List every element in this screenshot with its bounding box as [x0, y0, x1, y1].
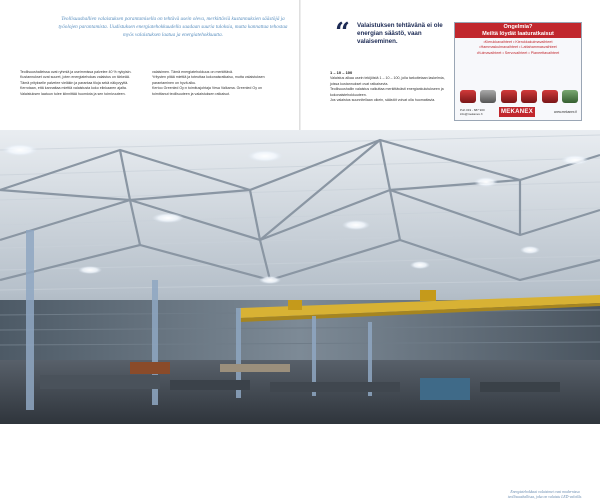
paragraph: valaisimen. Tämä energiatehokkuus on merkittävä. — [152, 70, 234, 74]
gear-motor-icon — [542, 90, 558, 103]
page-fold — [299, 0, 301, 130]
factory-hall-illustration — [0, 130, 600, 424]
ad-website-link[interactable]: www.mekanex.fi — [553, 110, 577, 114]
mekanex-logo: MEKANEX — [500, 109, 534, 115]
ad-contact: Puh 019 - 687 900 info@mekanex.fi — [460, 108, 485, 116]
paragraph: Kustannukset ovat suuret, joten energiatehokas valaistus on tärkeää. — [20, 75, 130, 80]
intro-text: Teollisuushallien valaistuksen parantamisella on tehtävä usein oleva, merkittäviä kustannuksien säästöjä ja työolojen parantamista. Uudistuksen energiatehokkuudella saadaan suuria tuloksia, mutta kannattaa tehostaa myös valaistuksen laatua ja energiatehokkuutta. — [58, 16, 288, 39]
mekanex-advertisement[interactable] — [454, 22, 582, 121]
paragraph: Kertoo Greenled Oy:n toimitusjohtaja Vesa Valkama. Greenled Oy on toimittanut teollisuuteen ja valaistuksen ratkaisut. — [152, 86, 262, 96]
gear-motor-images — [460, 85, 578, 103]
quote-mark-icon: “ — [335, 18, 350, 48]
gear-motor-icon — [460, 90, 476, 103]
ad-product-item: • Kulmavaihteet • Servovaihteet • Planeettavaihteet — [459, 51, 577, 56]
gear-motor-icon — [501, 90, 517, 103]
section-heading: 1 – 10 – 100 — [330, 70, 353, 75]
paragraph: Teollisuushallin valaistus vaikuttaa merkittävästi energiankulutukseen ja kokonaistehokkuuteen. — [330, 87, 444, 97]
ad-product-item: • Hammaskulmavaihteet • Lattahammasvaihteet — [459, 45, 577, 50]
paragraph: Jos valaistus suunnitellaan oikein, säästöt voivat olla huomattavia. — [330, 98, 436, 103]
ad-product-list — [455, 40, 581, 56]
gear-motor-icon — [521, 90, 537, 103]
ad-product-item: • Kierukkavaihteet • Kierukkakulmavaihteet — [459, 40, 577, 45]
gear-motor-icon — [480, 90, 496, 103]
paragraph: Tämä yritykselle palvelee vieläkin ja parantaa tiloja sekä näkyvyyttä. — [20, 80, 129, 85]
paragraph: Yritysten pitää miettiä ja toteuttaa kokonaisratkaisu, mutta valaistuksen parantaminen on hyvä alku. — [152, 75, 265, 85]
paragraph: Kerrotaan, että kannattaa miettiä valaistusta koko elinkaaren ajalta. — [20, 86, 127, 91]
article-column-3 — [330, 70, 450, 103]
ad-header — [455, 23, 581, 38]
paragraph: Teollisuushalleissa ovat ryhmiä ja useimmissa palvelee 40 % nykyisin. — [20, 70, 132, 74]
factory-hall-photo — [0, 130, 600, 500]
article-column-1 — [20, 70, 146, 97]
photo-caption: Energiatehokkaat valaisimet ovat modernissa teollisuushallissa, joka on valaistu LED-valoilla. — [507, 490, 583, 500]
gear-motor-icon — [562, 90, 578, 103]
paragraph: Valaistuksen laatuun tulee kiinnittää huomiota ja sen toimivuuteen. — [20, 91, 126, 96]
paragraph: Valaistus alkaa usein tekijöistä 1 – 10 – 100, jolla tarkoitetaan laskelmia, joissa kustannukset ovat ratkaisevia. — [330, 76, 445, 86]
article-column-2 — [152, 70, 278, 97]
ad-headline: Ongelmia? — [503, 24, 533, 30]
pull-quote-text: Valaistuksen tehtävänä ei ole energian säästö, vaan valaiseminen. — [357, 22, 443, 45]
ad-subheadline: Meiltä löydät laaturatkaisut — [482, 30, 554, 37]
